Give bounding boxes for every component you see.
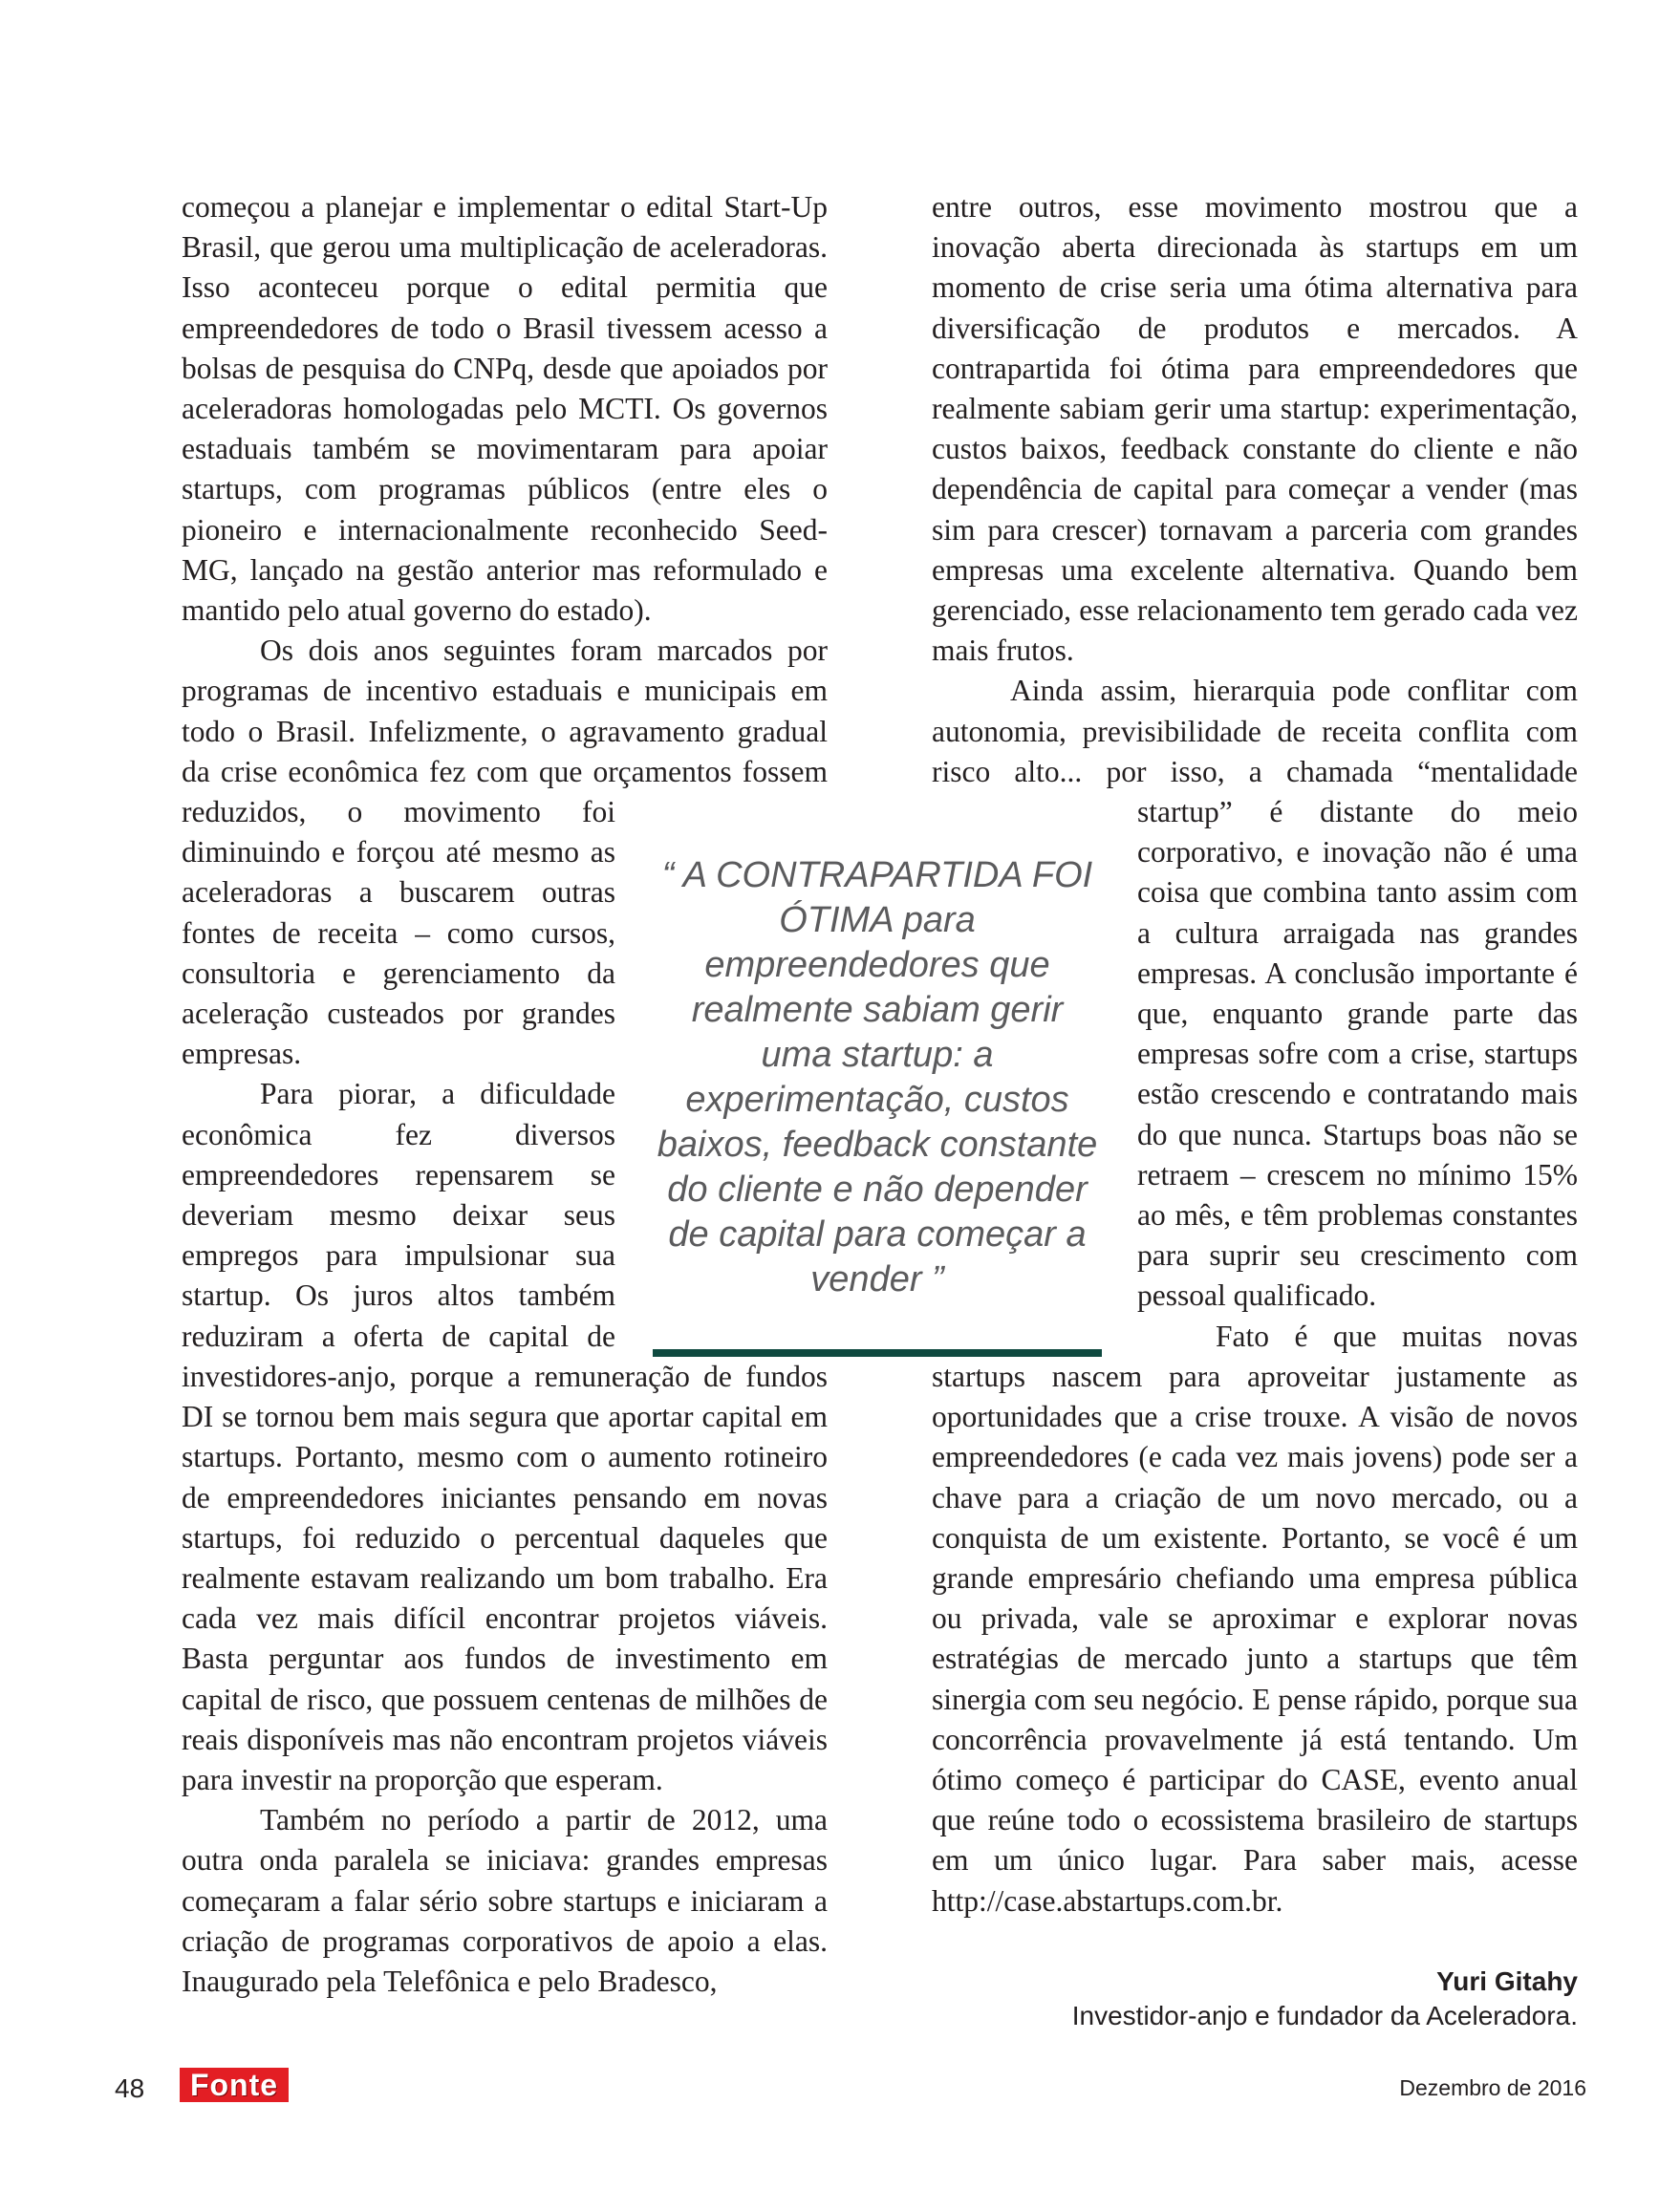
page-number: 48 — [115, 2073, 145, 2103]
author-signature — [1072, 1965, 1578, 2033]
paragraph: Para piorar, a dificuldade econômica fez diversos empreendedores repensarem se deveriam mesmo deixar seus empregos para impulsionar sua startup. Os juros altos também reduziram a oferta de capital de investidores-anjo, porque a remuneração de fundos DI se tornou bem mais segura que aportar capital em startups. Portanto, mesmo com o aumento rotineiro de empreendedores iniciantes pensando em novas startups, foi reduzido o percentual daqueles que realmente estavam realizando um bom trabalho. Era cada vez mais difícil encontrar projetos viáveis. Basta perguntar aos fundos de investimento em capital de risco, que possuem centenas de milhões de reais disponíveis mas não encontram projetos viáveis para investir na proporção que esperam. — [182, 1077, 828, 1796]
pull-quote-rule — [653, 1349, 1102, 1357]
issue-date: Dezembro de 2016 — [1399, 2075, 1586, 2100]
paragraph: Também no período a partir de 2012, uma outra onda paralela se iniciava: grandes empresas começaram a falar sério sobre startups e iniciaram a criação de programas corporativos de apoio a elas. Inaugurado pela Telefônica e pelo Bradesco, — [182, 1803, 828, 1998]
paragraph: Fato é que muitas novas startups nascem para aproveitar justamente as oportunidades que a crise trouxe. A visão de novos empreendedores (e cada vez mais jovens) pode ser a chave para a criação de um novo mercado, ou a conquista de um existente. Portanto, se você é um grande empresário chefiando uma empresa pública ou privada, vale se aproximar e explorar novas estratégias de mercado junto a startups que têm sinergia com seu negócio. E pense rápido, porque sua concorrência provavelmente já está tentando. Um ótimo começo é participar do CASE, evento anual que reúne todo o ecossistema brasileiro de startups em um único lugar. Para saber mais, acesse http://case.abstartups.com.br. — [932, 1319, 1578, 1918]
paragraph: entre outros, esse movimento mostrou que a inovação aberta direcionada às startups em um momento de crise seria uma ótima alternativa para diversificação de produtos e mercados. A contrapartida foi ótima para empreendedores que realmente sabiam gerir uma startup: experimentação, custos baixos, feedback constante do cliente e não dependência de capital para começar a vender (mas sim para crescer) tornavam a parceria com grandes empresas uma excelente alternativa. Quando bem gerenciado, esse relacionamento tem gerado cada vez mais frutos. — [932, 190, 1578, 668]
magazine-logo: Fonte — [180, 2068, 289, 2102]
paragraph: Ainda assim, hierarquia pode conflitar com autonomia, previsibilidade de receita conflita com risco alto... por isso, a chamada “mentalidade startup” é distante do meio corporativo, e inovação não é uma coisa que combina tanto assim com a cultura arraigada nas grandes empresas. A conclusão importante é que, enquanto grande parte das empresas sofre com a crise, startups estão crescendo e contratando mais do que nunca. Startups boas não se retraem – crescem no mínimo 15% ao mês, e têm problemas constantes para suprir seu crescimento com pessoal qualificado. — [932, 674, 1578, 1313]
pull-quote: “ A CONTRAPARTIDA FOI ÓTIMA para empreendedores que realmente sabiam gerir uma startup: a experimentação, custos baixos, feedback constante do cliente e não depender de capital para começar a vender ” — [657, 855, 1098, 1299]
author-role: Investidor-anjo e fundador da Aceleradora. — [1071, 2001, 1578, 2030]
paragraph: começou a planejar e implementar o edital Start-Up Brasil, que gerou uma multiplicação de aceleradoras. Isso aconteceu porque o edital permitia que empreendedores de todo o Brasil tivessem acesso a bolsas de pesquisa do CNPq, desde que apoiados por aceleradoras homologadas pelo MCTI. Os governos estaduais também se movimentaram para apoiar startups, com programas públicos (entre eles o pioneiro e internacionalmente reconhecido Seed-MG, lançado na gestão anterior mas reformulado e mantido pelo atual governo do estado). — [182, 190, 828, 628]
paragraph: Os dois anos seguintes foram marcados por programas de incentivo estaduais e municipais em todo o Brasil. Infelizmente, o agravamento gradual da crise econômica fez com que orçamentos fossem reduzidos, o movimento foi diminuindo e forçou até mesmo as aceleradoras a buscarem outras fontes de receita – como cursos, consultoria e gerenciamento da aceleração custeados por grandes empresas. — [182, 634, 828, 1071]
author-name: Yuri Gitahy — [1436, 1966, 1578, 1996]
